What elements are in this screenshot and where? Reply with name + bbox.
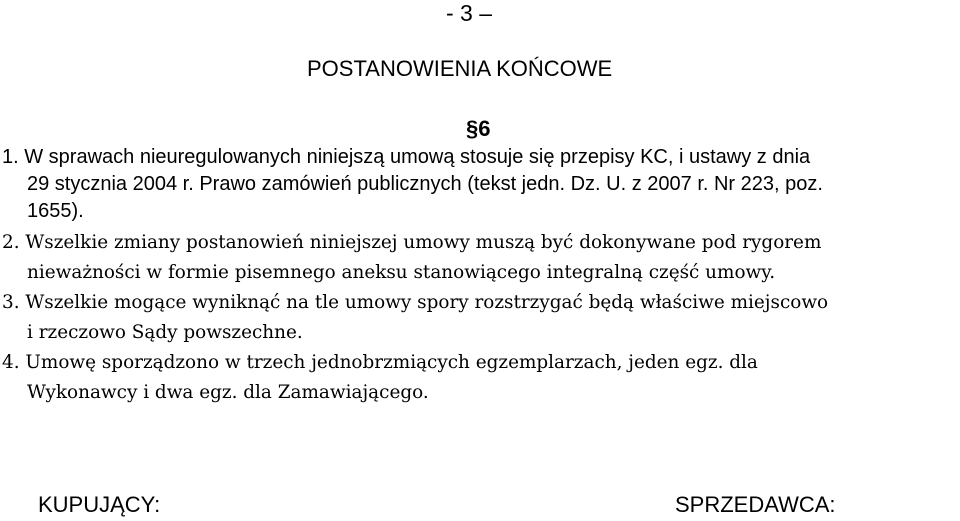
page-number: - 3 –	[446, 0, 493, 26]
clause-4-line-2: Wykonawcy i dwa egz. dla Zamawiającego.	[27, 382, 429, 403]
buyer-signature-label: KUPUJĄCY:	[38, 492, 161, 517]
section-mark: §6	[466, 116, 491, 141]
seller-signature-label: SPRZEDAWCA:	[675, 492, 836, 517]
clause-3-line-2: i rzeczowo Sądy powszechne.	[27, 322, 303, 343]
section-title: POSTANOWIENIA KOŃCOWE	[307, 56, 613, 81]
clause-1-line-3: 1655).	[27, 200, 84, 222]
clause-2-line-2: nieważności w formie pisemnego aneksu stanowiącego integralną część umowy.	[27, 262, 776, 283]
clause-1-line-2: 29 stycznia 2004 r. Prawo zamówień publicznych (tekst jedn. Dz. U. z 2007 r. Nr 223, poz.	[27, 173, 823, 195]
clause-4-line-1: 4. Umowę sporządzono w trzech jednobrzmiących egzemplarzach, jeden egz. dla	[2, 352, 758, 373]
clause-3-line-1: 3. Wszelkie mogące wyniknąć na tle umowy spory rozstrzygać będą właściwe miejscowo	[2, 292, 829, 313]
clause-2-line-1: 2. Wszelkie zmiany postanowień niniejszej umowy muszą być dokonywane pod rygorem	[2, 232, 822, 253]
clause-1-line-1: 1. W sprawach nieuregulowanych niniejszą umową stosuje się przepisy KC, i ustawy z dnia	[2, 146, 811, 168]
